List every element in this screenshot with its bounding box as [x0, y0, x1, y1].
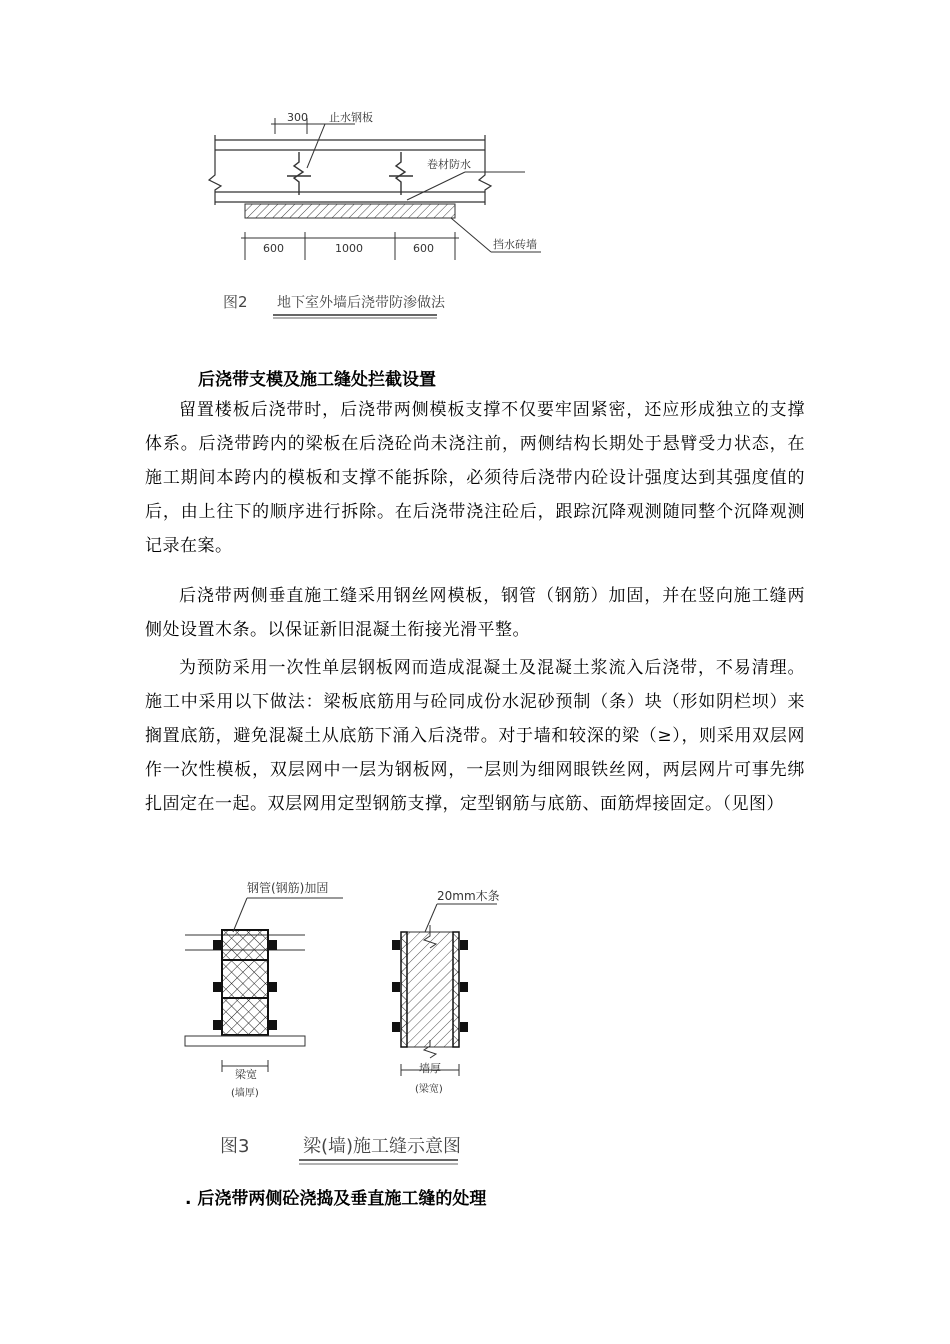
right-dim-label: 墙厚: [419, 1062, 441, 1075]
steelpipe-label: 钢管(钢筋)加固: [247, 881, 329, 895]
brickwall-label: 挡水砖墙: [493, 238, 537, 251]
waterstop-label: 止水钢板: [329, 111, 373, 124]
dim-bottom-3: 600: [413, 242, 434, 255]
waterstop-plates: [287, 152, 413, 195]
woodstrip-label: 20mm木条: [437, 889, 500, 903]
dim-top-label: 300: [287, 111, 308, 124]
membrane-hatch: [245, 204, 455, 218]
paragraph-3: 为预防采用一次性单层钢板网而造成混凝土及混凝土浆流入后浇带，不易清理。施工中采用以下做法：梁板底筋用与砼同成份水泥砂预制（条）块（形如阴栏坝）来搁置底筋，避免混凝土从底筋下涌入后浇带。对于墙和较深的梁（≥），则采用双层网作一次性模板，双层网中一层为钢板网，一层则为细网眼铁丝网，两层网片可事先绑扎固定在一起。双层网用定型钢筋支撑，定型钢筋与底筋、面筋焊接固定。（见图）: [145, 658, 805, 814]
paragraph-1: 留置楼板后浇带时，后浇带两侧模板支撑不仅要牢固紧密，还应形成独立的支撑体系。后浇带跨内的梁板在后浇砼尚未浇注前，两侧结构长期处于悬臂受力状态，在施工期间本跨内的模板和支撑不能拆除，必须待后浇带内砼设计强度达到其强度值的后，由上往下的顺序进行拆除。在后浇带浇注砼后，跟踪沉降观测随同整个沉降观测记录在案。: [145, 400, 805, 556]
figure-2-number: 图2: [223, 293, 248, 311]
figure-3-number: 图3: [220, 1136, 250, 1157]
figure-2: [195, 100, 555, 330]
right-dim-sub: (梁宽): [415, 1084, 443, 1095]
membrane-label: 卷材防水: [427, 158, 471, 171]
left-dim-sub: (墙厚): [231, 1088, 259, 1099]
section-heading-2: . 后浇带两侧砼浇捣及垂直施工缝的处理: [185, 1189, 487, 1209]
left-dim-label: 梁宽: [235, 1068, 257, 1081]
section-heading: 后浇带支模及施工缝处拦截设置: [198, 370, 436, 390]
dim-bottom-1: 600: [263, 242, 284, 255]
figure-3: [175, 870, 520, 1170]
wall-section: [392, 925, 468, 1076]
dim-bottom-2: 1000: [335, 242, 363, 255]
beam-section: [185, 930, 305, 1072]
figure-3-title: 梁(墙)施工缝示意图: [303, 1136, 462, 1157]
paragraph-2: 后浇带两侧垂直施工缝采用钢丝网模板，钢管（钢筋）加固，并在竖向施工缝两侧处设置木条。以保证新旧混凝土衔接光滑平整。: [145, 586, 805, 640]
figure-2-title: 地下室外墙后浇带防渗做法: [277, 295, 445, 311]
